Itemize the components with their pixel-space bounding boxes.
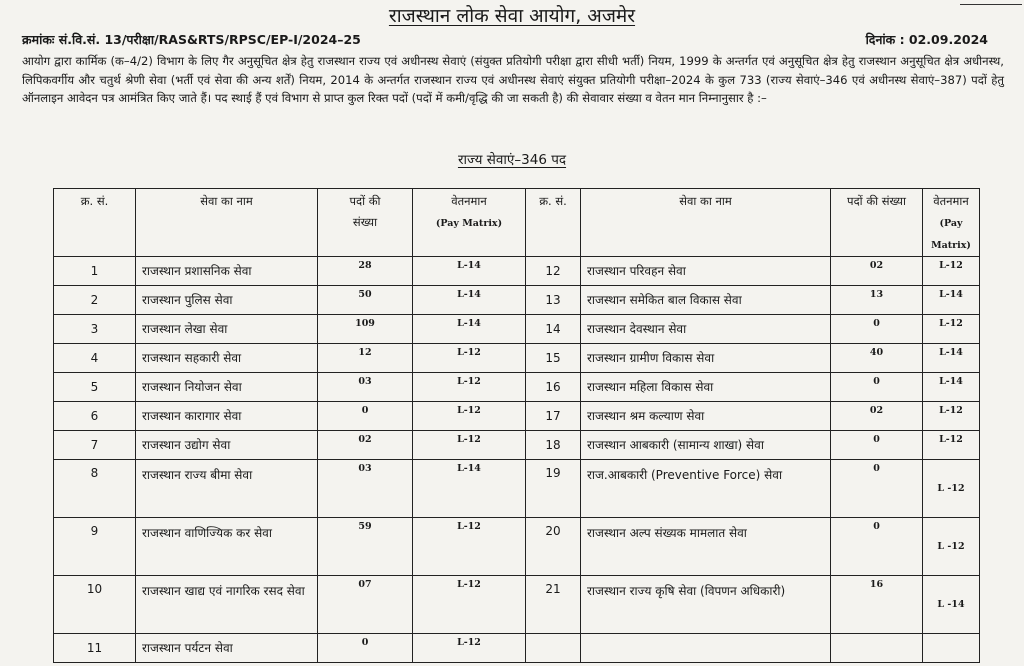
pay-level: L -12 (923, 460, 980, 518)
post-count: 50 (318, 286, 413, 315)
pay-level: L-14 (413, 286, 526, 315)
service-number: 18 (526, 431, 581, 460)
header-posts-right: पदों की संख्या (831, 189, 923, 257)
service-name: राजस्थान देवस्थान सेवा (581, 315, 831, 344)
service-name: राजस्थान समेकित बाल विकास सेवा (581, 286, 831, 315)
table-row (54, 634, 980, 663)
table-row (54, 344, 980, 373)
post-count: 03 (318, 373, 413, 402)
service-name: राजस्थान प्रशासनिक सेवा (136, 257, 318, 286)
pay-level: L-12 (413, 344, 526, 373)
post-count: 0 (318, 634, 413, 663)
page-title: राजस्थान लोक सेवा आयोग, अजमेर (388, 5, 636, 27)
pay-level: L-12 (923, 402, 980, 431)
service-number: 11 (54, 634, 136, 663)
table-row (54, 518, 980, 576)
service-name: राजस्थान पुलिस सेवा (136, 286, 318, 315)
post-count: 0 (831, 373, 923, 402)
header-sno: क्र. सं. (54, 189, 136, 257)
service-name: राजस्थान सहकारी सेवा (136, 344, 318, 373)
pay-level: L-12 (413, 576, 526, 634)
pay-level: L -12 (923, 518, 980, 576)
post-count: 02 (831, 402, 923, 431)
service-number: 9 (54, 518, 136, 576)
service-name: राजस्थान लेखा सेवा (136, 315, 318, 344)
table-row (54, 460, 980, 518)
service-number: 14 (526, 315, 581, 344)
service-number: 10 (54, 576, 136, 634)
post-count: 0 (831, 315, 923, 344)
state-services-table (53, 188, 980, 663)
post-count: 0 (831, 518, 923, 576)
pay-level (923, 634, 980, 663)
post-count: 16 (831, 576, 923, 634)
pay-level: L-12 (413, 634, 526, 663)
service-name (581, 634, 831, 663)
pay-level: L-12 (923, 257, 980, 286)
post-count (831, 634, 923, 663)
pay-level: L-12 (413, 373, 526, 402)
table-row (54, 402, 980, 431)
post-count: 40 (831, 344, 923, 373)
header-pay-right: वेतनमान (Pay Matrix) (923, 189, 980, 257)
service-number: 3 (54, 315, 136, 344)
service-number: 12 (526, 257, 581, 286)
service-name: राजस्थान श्रम कल्याण सेवा (581, 402, 831, 431)
pay-level: L-12 (923, 315, 980, 344)
table-row (54, 576, 980, 634)
service-name: राजस्थान पर्यटन सेवा (136, 634, 318, 663)
service-name: राजस्थान आबकारी (सामान्य शाखा) सेवा (581, 431, 831, 460)
header-pay: वेतनमान (Pay Matrix) (413, 189, 526, 257)
pay-level: L-14 (413, 460, 526, 518)
notice-paragraph: आयोग द्वारा कार्मिक (क–4/2) विभाग के लिए गैर अनुसूचित क्षेत्र हेतु राजस्थान राज्य एवं अधीनस्थ सेवाएं (संयुक्त प्रतियोगी परीक्षा द्वारा सीधी भर्ती) नियम, 1999 के अन्तर्गत एवं अनुसूचित क्षेत्र हेतु राजस्थान अनुसूचित क्षेत्र अधीनस्थ, लिपिकवर्गीय और चतुर्थ श्रेणी सेवा (भर्ती एवं सेवा की अन्य शर्तें) नियम, 2014 के अन्तर्गत राजस्थान राज्य एवं अधीनस्थ सेवाएं संयुक्त प्रतियोगी परीक्षा–2024 के कुल 733 (राज्य सेवाएं–346 एवं अधीनस्थ सेवाएं–387) पदों हेतु ऑनलाइन आवेदन पत्र आमंत्रित किए जाते हैं। पद स्थाई हैं एवं विभाग से प्राप्त कुल रिक्त पदों (पदों में कमी/वृद्धि की जा सकती है) की सेवावार संख्या व वेतन मान निम्नानुसार है :– (22, 54, 1004, 105)
service-number: 16 (526, 373, 581, 402)
post-count: 07 (318, 576, 413, 634)
service-number: 7 (54, 431, 136, 460)
service-number (526, 634, 581, 663)
service-name: राजस्थान राज्य बीमा सेवा (136, 460, 318, 518)
pay-level: L-12 (413, 402, 526, 431)
service-name: राजस्थान परिवहन सेवा (581, 257, 831, 286)
post-count: 0 (318, 402, 413, 431)
notice-date: दिनांक : 02.09.2024 (865, 32, 988, 47)
post-count: 13 (831, 286, 923, 315)
reference-number: क्रमांकः सं.वि.सं. 13/परीक्षा/RAS&RTS/RPSC/EP-I/2024–25 (22, 32, 361, 47)
header-service: सेवा का नाम (136, 189, 318, 257)
service-name: राज.आबकारी (Preventive Force) सेवा (581, 460, 831, 518)
pay-level: L-12 (413, 518, 526, 576)
service-name: राजस्थान कारागार सेवा (136, 402, 318, 431)
header-service-right: सेवा का नाम (581, 189, 831, 257)
service-number: 1 (54, 257, 136, 286)
section-title: राज्य सेवाएं–346 पद (457, 152, 567, 168)
post-count: 02 (831, 257, 923, 286)
service-number: 21 (526, 576, 581, 634)
service-name: राजस्थान राज्य कृषि सेवा (विपणन अधिकारी) (581, 576, 831, 634)
service-name: राजस्थान उद्योग सेवा (136, 431, 318, 460)
post-count: 0 (831, 431, 923, 460)
pay-level: L-14 (413, 257, 526, 286)
post-count: 03 (318, 460, 413, 518)
service-number: 2 (54, 286, 136, 315)
service-number: 5 (54, 373, 136, 402)
service-number: 4 (54, 344, 136, 373)
header-sno-right: क्र. सं. (526, 189, 581, 257)
pay-level: L-14 (923, 344, 980, 373)
table-row (54, 373, 980, 402)
service-number: 15 (526, 344, 581, 373)
service-number: 20 (526, 518, 581, 576)
service-number: 19 (526, 460, 581, 518)
service-name: राजस्थान महिला विकास सेवा (581, 373, 831, 402)
post-count: 59 (318, 518, 413, 576)
table-header-row (54, 189, 980, 257)
post-count: 109 (318, 315, 413, 344)
table-row (54, 431, 980, 460)
pay-level: L-12 (923, 431, 980, 460)
header-posts: पदों की संख्या (318, 189, 413, 257)
pay-level: L-14 (413, 315, 526, 344)
service-name: राजस्थान ग्रामीण विकास सेवा (581, 344, 831, 373)
post-count: 28 (318, 257, 413, 286)
service-name: राजस्थान नियोजन सेवा (136, 373, 318, 402)
table-row (54, 257, 980, 286)
pay-level: L-12 (413, 431, 526, 460)
table-row (54, 315, 980, 344)
post-count: 0 (831, 460, 923, 518)
service-name: राजस्थान अल्प संख्यक मामलात सेवा (581, 518, 831, 576)
pay-level: L-14 (923, 286, 980, 315)
service-number: 6 (54, 402, 136, 431)
post-count: 02 (318, 431, 413, 460)
service-number: 17 (526, 402, 581, 431)
service-name: राजस्थान खाद्य एवं नागरिक रसद सेवा (136, 576, 318, 634)
service-number: 13 (526, 286, 581, 315)
pay-level: L -14 (923, 576, 980, 634)
service-number: 8 (54, 460, 136, 518)
table-row (54, 286, 980, 315)
service-name: राजस्थान वाणिज्यिक कर सेवा (136, 518, 318, 576)
pay-level: L-14 (923, 373, 980, 402)
post-count: 12 (318, 344, 413, 373)
